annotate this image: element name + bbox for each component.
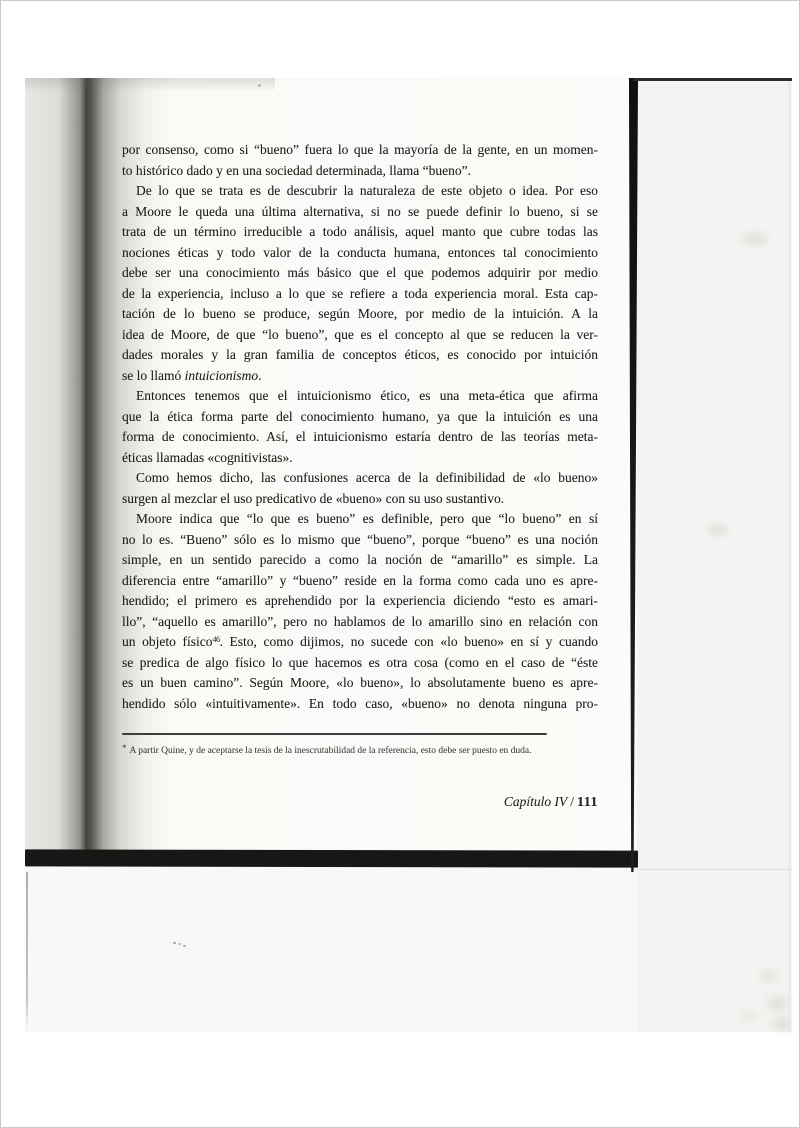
text-line: hendido; el primero es aprehendido por la experiencia diciendo “esto es amari- (122, 593, 598, 608)
footnote-reference: 46 (212, 635, 220, 644)
text-line: debe ser una conocimiento más básico que el que podemos adquirir por medio (122, 265, 598, 280)
text-line: nociones éticas y todo valor de la conducta humana, entonces tal conocimiento (122, 244, 598, 260)
text-run: se lo llamó (122, 367, 185, 383)
text-line: por consenso, como si “bueno” fuera lo que la mayoría de la gente, en un momen- (122, 142, 598, 157)
book-gutter-shadow-top (25, 78, 275, 92)
text-run: . Esto, como dijimos, no sucede con «lo bueno» en sí y cuando (219, 634, 598, 649)
page-below-edge-line (26, 872, 28, 1030)
scan-artifact (742, 232, 768, 246)
text-line: éticas llamadas «cognitivistas». (122, 449, 293, 465)
text-line (122, 366, 598, 387)
text-line: trata de un término irreducible a todo análisis, aquel manto que cubre todas las (122, 224, 598, 239)
text-run: . (258, 367, 262, 383)
footnote-marker: * (122, 743, 127, 753)
scan-noise-texture (698, 952, 792, 1032)
text-line (122, 632, 598, 653)
text-line: que la ética forma parte del conocimiento humano, ya que la intuición es una (122, 408, 598, 424)
text-line: hendido sólo «intuitivamente». En todo caso, «bueno» no denota ninguna pro- (122, 695, 598, 711)
page-top-edge-line (633, 78, 792, 81)
scan-artifact (258, 84, 261, 87)
text-line: no lo es. “Bueno” sólo es lo mismo que “bueno”, porque “bueno” es una noción (122, 531, 598, 547)
page-number: 111 (577, 795, 598, 810)
scan-edge-line (789, 80, 790, 1032)
text-line: forma de conocimiento. Así, el intuicionismo estaría dentro de las teorías meta- (122, 429, 598, 444)
text-line: tación de lo bueno se produce, según Moore, por medio de la intuición. A la (122, 306, 598, 321)
footer-separator: / (570, 794, 575, 809)
text-line: dades morales y la gran familia de conceptos éticos, es conocido por intuición (122, 347, 598, 362)
text-line: Moore indica que “lo que es bueno” es definible, pero que “lo bueno” en sí (136, 511, 598, 526)
text-line: es un buen camino”. Según Moore, «lo bueno», lo absolutamente bueno es apre- (122, 675, 598, 690)
text-run: un objeto físico (122, 634, 213, 649)
text-line: idea de Moore, de que “lo bueno”, que es el concepto al que se reducen la ver- (122, 326, 598, 342)
page-below-area (25, 866, 637, 1032)
chapter-label: Capítulo IV (503, 794, 568, 809)
text-line: surgen al mezclar el uso predicativo de «bueno» con su uso sustantivo. (122, 490, 505, 506)
page-text (122, 140, 598, 714)
text-line: de la experiencia, incluso a lo que se refiere a toda experiencia moral. Esta cap- (122, 285, 598, 301)
text-line: Entonces tenemos que el intuicionismo ético, es una meta-ética que afirma (136, 388, 598, 403)
footnote-text: A partir Quine, y de aceptarse la tesis de la inescrutabilidad de la referencia, esto debe ser puesto en duda. (129, 746, 532, 756)
footnote-rule (122, 733, 547, 735)
text-line: to histórico dado y en una sociedad determinada, llama “bueno”. (122, 162, 472, 178)
text-line: diferencia entre “amarillo” y “bueno” reside en la forma como cada uno es apre- (122, 572, 598, 588)
text-line: Como hemos dicho, las confusiones acerca de la definibilidad de «lo bueno» (136, 470, 598, 485)
scan-artifact (173, 942, 176, 944)
book-bottom-edge-shadow (25, 849, 638, 867)
text-line: simple, en un sentido parecido a como la noción de “amarillo” es simple. La (122, 552, 598, 567)
text-line: De lo que se trata es de descubrir la naturaleza de este objeto o idea. Por eso (136, 183, 598, 198)
scan-artifact-line (637, 869, 792, 870)
text-line: se predica de algo físico lo que hacemos es otra cosa (como en el caso de “éste (122, 654, 598, 670)
text-line: a Moore le queda una última alternativa, si no se puede definir lo bueno, si se (122, 203, 598, 219)
scan-artifact (708, 524, 728, 536)
chapter-footer (122, 794, 598, 811)
scan-background-strip (637, 80, 792, 1032)
footnote (122, 742, 572, 757)
text-line: llo”, “aquello es amarillo”, pero no hablamos de lo amarillo sino en relación con (122, 613, 598, 629)
italic-term: intuicionismo (184, 367, 259, 383)
